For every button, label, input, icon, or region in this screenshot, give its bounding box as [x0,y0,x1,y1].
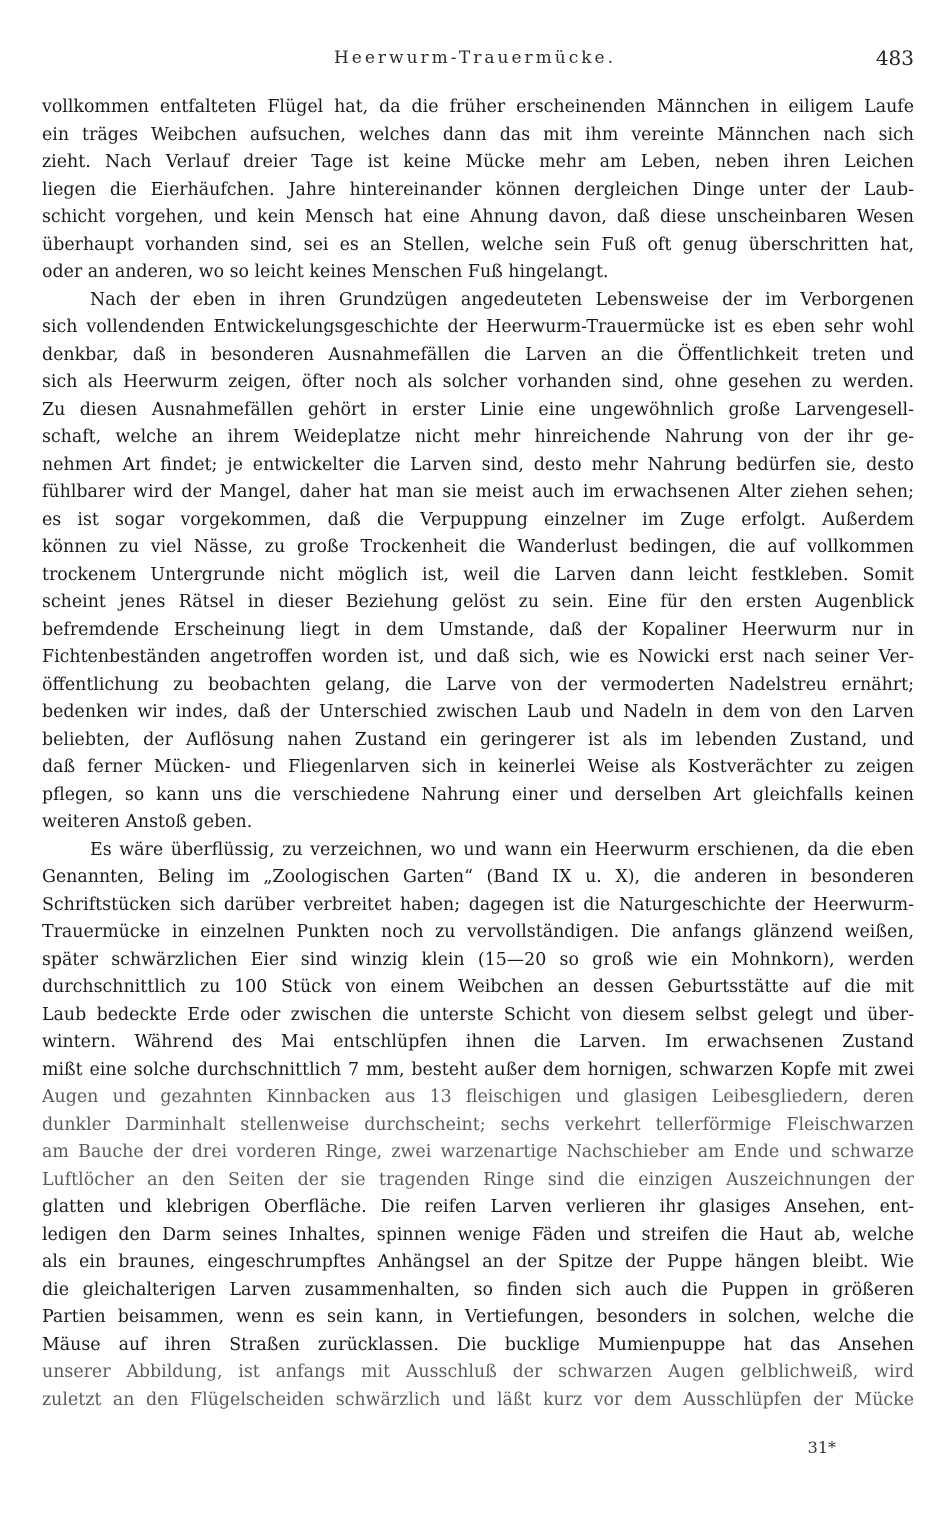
text-line: ledigen den Darm seines Inhaltes, spinnen wenige Fäden und streifen die Haut ab, welche [42,1224,914,1245]
text-line: Genannten, Beling im „Zoologischen Garten“ (Band IX u. X), die anderen in besonderen [42,867,914,887]
text-line: ein träges Weibchen aufsuchen, welches dann das mit ihm vereinte Männchen nach sich [42,124,914,145]
text-line: es ist sogar vorgekommen, daß die Verpuppung einzelner im Zuge erfolgt. Außerdem [42,509,914,530]
text-line: schicht vorgehen, und kein Mensch hat eine Ahnung davon, daß diese unscheinbaren Wesen [42,207,914,227]
text-line: pflegen, so kann uns die verschiedene Nahrung einer und derselben Art gleichfalls keinen [42,784,914,805]
text-line: oder an anderen, wo so leicht keines Menschen Fuß hingelangt. [42,262,609,282]
text-line: öffentlichung zu beobachten gelang, die Larve von der vermoderten Nadelstreu ernährt; [42,674,914,695]
text-line: mißt eine solche durchschnittlich 7 mm, besteht außer dem hornigen, schwarzen Kopfe mit zwei [42,1059,914,1080]
text-line: daß ferner Mücken- und Fliegenlarven sich in keinerlei Weise als Kostverächter zu zeigen [42,757,914,777]
text-line: trockenem Untergrunde nicht möglich ist, weil die Larven dann leicht festkleben. Somit [42,564,914,585]
paragraph-start-line: Nach der eben in ihren Grundzügen angedeuteten Lebensweise der im Verborgenen [90,289,914,310]
running-title: Heerwurm-Trauermücke. [333,48,617,68]
text-line: sich vollendenden Entwickelungsgeschichte der Heerwurm-Trauermücke ist es eben sehr wohl [42,317,914,337]
text-line: überhaupt vorhanden sind, sei es an Stellen, welche sein Fuß oft genug überschritten hat, [42,234,914,255]
text-line: sich als Heerwurm zeigen, öfter noch als solcher vorhanden sind, ohne gesehen zu werden. [42,372,914,392]
text-line: unserer Abbildung, ist anfangs mit Ausschluß der schwarzen Augen gelblichweiß, wird [42,1362,914,1382]
text-line: Schriftstücken sich darüber verbreitet haben; dagegen ist die Naturgeschichte der Heerwurm- [42,894,914,915]
text-line: nehmen Art findet; je entwickelter die Larven sind, desto mehr Nahrung bedürfen sie, desto [42,454,914,475]
text-line: Zu diesen Ausnahmefällen gehört in erster Linie eine ungewöhnlich große Larvengesell- [42,399,914,420]
text-line [42,1414,914,1442]
text-line: Partien beisammen, wenn es sein kann, in Vertiefungen, besonders in solchen, welche die [42,1307,914,1327]
text-line: können zu viel Nässe, zu große Trockenheit die Wanderlust bedingen, die auf vollkommen [42,537,914,557]
text-line: zuletzt an den Flügelscheiden schwärzlich und läßt kurz vor dem Ausschlüpfen der Mücke [42,1389,914,1410]
text-line: dunkler Darminhalt stellenweise durchscheint; sechs verkehrt tellerförmige Fleischwarzen [42,1114,914,1135]
text-line: vollkommen entfalteten Flügel hat, da die früher erscheinenden Männchen in eiligem Laufe [42,97,914,117]
text-line: als ein braunes, eingeschrumpftes Anhängsel an der Spitze der Puppe hängen bleibt. Wie [42,1252,914,1272]
paragraph-start-line: Es wäre überflüssig, zu verzeichnen, wo und wann ein Heerwurm erschienen, da die eben [90,839,914,860]
text-line: Trauermücke in einzelnen Punkten noch zu vervollständigen. Die anfangs glänzend weißen, [42,922,914,942]
text-line: fühlbarer wird der Mangel, daher hat man sie meist auch im erwachsenen Alter ziehen sehen; [42,482,914,502]
text-line: denkbar, daß in besonderen Ausnahmefällen die Larven an die Öffentlichkeit treten und [42,344,914,365]
text-line: weiteren Anstoß geben. [42,812,253,832]
body-text [42,94,914,1442]
page-number: 483 [875,46,914,70]
text-line: zieht. Nach Verlauf dreier Tage ist keine Mücke mehr am Leben, neben ihren Leichen [42,152,914,172]
text-line: Fichtenbeständen angetroffen worden ist, und daß sich, wie es Nowicki erst nach seiner Ver- [42,647,914,667]
text-line: später schwärzlichen Eier sind winzig klein (15—20 so groß wie ein Mohnkorn), werden [42,949,914,970]
text-line: scheint jenes Rätsel in dieser Beziehung gelöst zu sein. Eine für den ersten Augenblick [42,592,914,612]
text-line: beliebten, der Auflösung nahen Zustand ein geringerer ist als im lebenden Zustand, und [42,729,914,750]
text-line: Laub bedeckte Erde oder zwischen die unterste Schicht von diesem selbst gelegt und über- [42,1004,914,1025]
text-line: glatten und klebrigen Oberfläche. Die reifen Larven verlieren ihr glasiges Ansehen, ent- [42,1197,914,1217]
text-line: Augen und gezahnten Kinnbacken aus 13 fleischigen und glasigen Leibesgliedern, deren [42,1087,914,1107]
page-header [0,46,950,76]
signature-mark: 31* [807,1438,836,1457]
text-line: wintern. Während des Mai entschlüpfen ihnen die Larven. Im erwachsenen Zustand [42,1032,914,1052]
text-line: durchschnittlich zu 100 Stück von einem Weibchen an dessen Geburtsstätte auf die mit [42,977,914,997]
text-line: schaft, welche an ihrem Weideplatze nicht mehr hinreichende Nahrung von der ihr ge- [42,427,914,447]
text-line: Mäuse auf ihren Straßen zurücklassen. Die bucklige Mumienpuppe hat das Ansehen [42,1334,914,1355]
text-line: am Bauche der drei vorderen Ringe, zwei warzenartige Nachschieber am Ende und schwarze [42,1142,914,1162]
text-line: Luftlöcher an den Seiten der sie tragenden Ringe sind die einzigen Auszeichnungen der [42,1169,914,1190]
text-line: die gleichalterigen Larven zusammenhalten, so finden sich auch die Puppen in größeren [42,1279,914,1300]
text-line: befremdende Erscheinung liegt in dem Umstande, daß der Kopaliner Heerwurm nur in [42,619,914,640]
text-line: liegen die Eierhäufchen. Jahre hintereinander können dergleichen Dinge unter der Laub- [42,179,914,200]
text-line: bedenken wir indes, daß der Unterschied zwischen Laub und Nadeln in dem von den Larven [42,702,914,722]
